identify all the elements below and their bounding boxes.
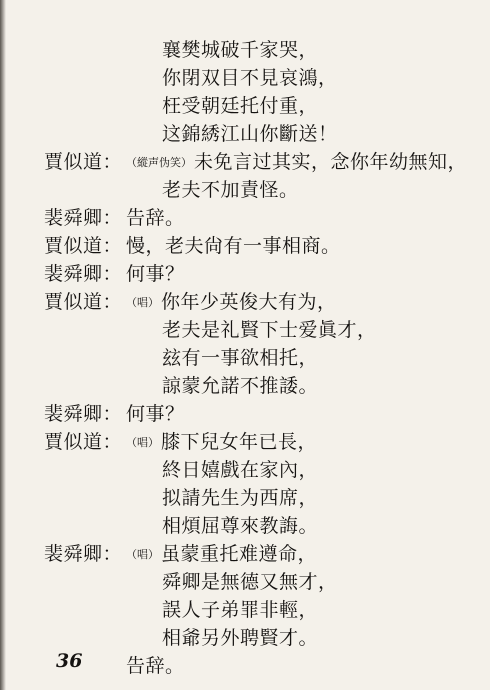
stage-direction: （唱）	[126, 436, 159, 449]
dialogue-text: 相煩屈尊來教誨。	[162, 515, 319, 537]
verse-line: 枉受朝廷托付重，	[162, 95, 319, 117]
dialogue-text: 舜卿是無德又無才，	[162, 571, 338, 593]
dialogue-text: 老夫是礼賢下士爱眞才，	[162, 319, 377, 341]
dialogue-text: 未免言过其实，念你年幼無知，	[194, 151, 468, 173]
dialogue-text: 膝下兒女年已長，	[161, 431, 318, 453]
dialogue-text: 告辞。	[126, 655, 185, 677]
dialogue-text: 你年少英俊大有为，	[161, 291, 337, 313]
speaker-name: 賈似道：	[44, 151, 123, 173]
speaker-name: 賈似道：	[44, 431, 123, 453]
stage-direction: （唱）	[126, 296, 159, 309]
dialogue-text: 老夫不加責怪。	[162, 179, 299, 201]
dialogue-line	[126, 150, 467, 175]
verse-line: 你閉双目不見哀鴻，	[162, 67, 338, 89]
dialogue-line	[126, 430, 317, 455]
dialogue-line	[126, 542, 317, 567]
dialogue-text: 諒蒙允諾不推諉。	[162, 375, 319, 397]
speaker-name: 裴舜卿：	[44, 263, 123, 285]
stage-direction: （縱声伪笑）	[126, 156, 192, 169]
dialogue-text: 終日嬉戲在家內，	[162, 459, 319, 481]
page-binding-shadow	[0, 0, 6, 690]
speaker-name: 賈似道：	[44, 291, 123, 313]
speaker-name: 裴舜卿：	[44, 403, 123, 425]
dialogue-line	[126, 290, 337, 315]
speaker-name: 裴舜卿：	[44, 543, 123, 565]
dialogue-text: 慢，老夫尙有一事相商。	[126, 235, 341, 257]
page-number: 36	[56, 650, 83, 672]
speaker-name: 賈似道：	[44, 235, 123, 257]
dialogue-text: 誤人子弟罪非輕，	[162, 599, 319, 621]
stage-direction: （唱）	[126, 548, 159, 561]
speaker-name: 裴舜卿：	[44, 207, 123, 229]
dialogue-text: 告辞。	[126, 207, 185, 229]
verse-line: 这錦綉江山你斷送！	[162, 123, 338, 145]
dialogue-text: 何事？	[126, 263, 185, 285]
dialogue-text: 虽蒙重托难遵命，	[161, 543, 318, 565]
dialogue-text: 拟請先生为西席，	[162, 487, 319, 509]
dialogue-text: 玆有一事欲相托，	[162, 347, 319, 369]
dialogue-text: 相爺另外聘賢才。	[162, 627, 319, 649]
verse-line: 襄樊城破千家哭，	[162, 39, 319, 61]
dialogue-text: 何事？	[126, 403, 185, 425]
